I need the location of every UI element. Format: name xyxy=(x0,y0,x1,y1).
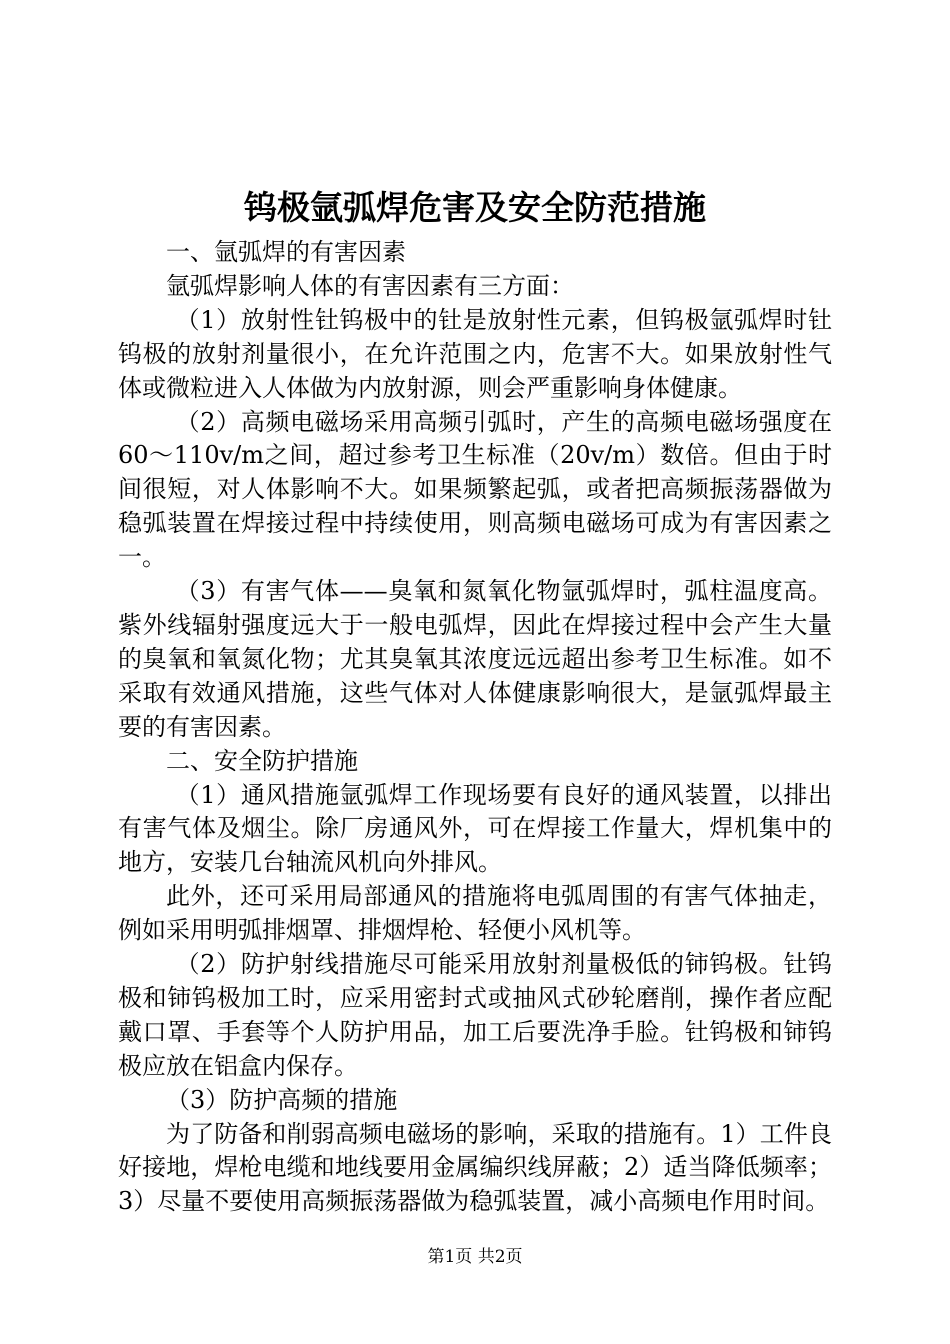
document-body xyxy=(118,236,832,1219)
page-footer: 第1页 共2页 xyxy=(427,1247,523,1267)
paragraph-high-frequency: （2）高频电磁场采用高频引弧时，产生的高频电磁场强度在60～110v/m之间，超过参考卫生标准（20v/m）数倍。但由于时间很短，对人体影响不大。如果频繁起弧，或者把高频振荡器做为稳弧装置在焊接过程中持续使用，则高频电磁场可成为有害因素之一。 xyxy=(118,407,832,572)
paragraph-hf-measures: 为了防备和削弱高频电磁场的影响，采取的措施有。1）工件良好接地，焊枪电缆和地线要用金属编织线屏蔽；2）适当降低频率；3）尽量不要使用高频振荡器做为稳弧装置，减小高频电作用时间。 xyxy=(118,1119,832,1216)
paragraph-radiation: （1）放射性钍钨极中的钍是放射性元素，但钨极氩弧焊时钍钨极的放射剂量很小，在允许范围之内，危害不大。如果放射性气体或微粒进入人体做为内放射源，则会严重影响身体健康。 xyxy=(118,305,832,402)
document-title: 钨极氩弧焊危害及安全防范措施 xyxy=(244,188,706,227)
paragraph-hf-protection-heading: （3）防护高频的措施 xyxy=(166,1085,398,1114)
paragraph-local-ventilation: 此外，还可采用局部通风的措施将电弧周围的有害气体抽走，例如采用明弧排烟罩、排烟焊枪、轻便小风机等。 xyxy=(118,882,832,945)
section-heading-protection: 二、安全防护措施 xyxy=(166,746,358,775)
section-heading-hazards: 一、氩弧焊的有害因素 xyxy=(166,238,406,266)
paragraph-ventilation: （1）通风措施氩弧焊工作现场要有良好的通风装置，以排出有害气体及烟尘。除厂房通风外，可在焊接工作量大，焊机集中的地方，安装几台轴流风机向外排风。 xyxy=(118,780,832,877)
paragraph-harmful-gas: （3）有害气体——臭氧和氮氧化物氩弧焊时，弧柱温度高。紫外线辐射强度远大于一般电弧焊，因此在焊接过程中会产生大量的臭氧和氧氮化物；尤其臭氧其浓度远远超出参考卫生标准。如不采取有效通风措施，这些气体对人体健康影响很大，是氩弧焊最主要的有害因素。 xyxy=(118,577,832,741)
paragraph-radiation-protection: （2）防护射线措施尽可能采用放射剂量极低的铈钨极。钍钨极和铈钨极加工时，应采用密封式或抽风式砂轮磨削，操作者应配戴口罩、手套等个人防护用品，加工后要洗净手脸。钍钨极和铈钨极应放在铝盒内保存。 xyxy=(118,950,832,1080)
paragraph-intro: 氩弧焊影响人体的有害因素有三方面： xyxy=(166,271,574,300)
